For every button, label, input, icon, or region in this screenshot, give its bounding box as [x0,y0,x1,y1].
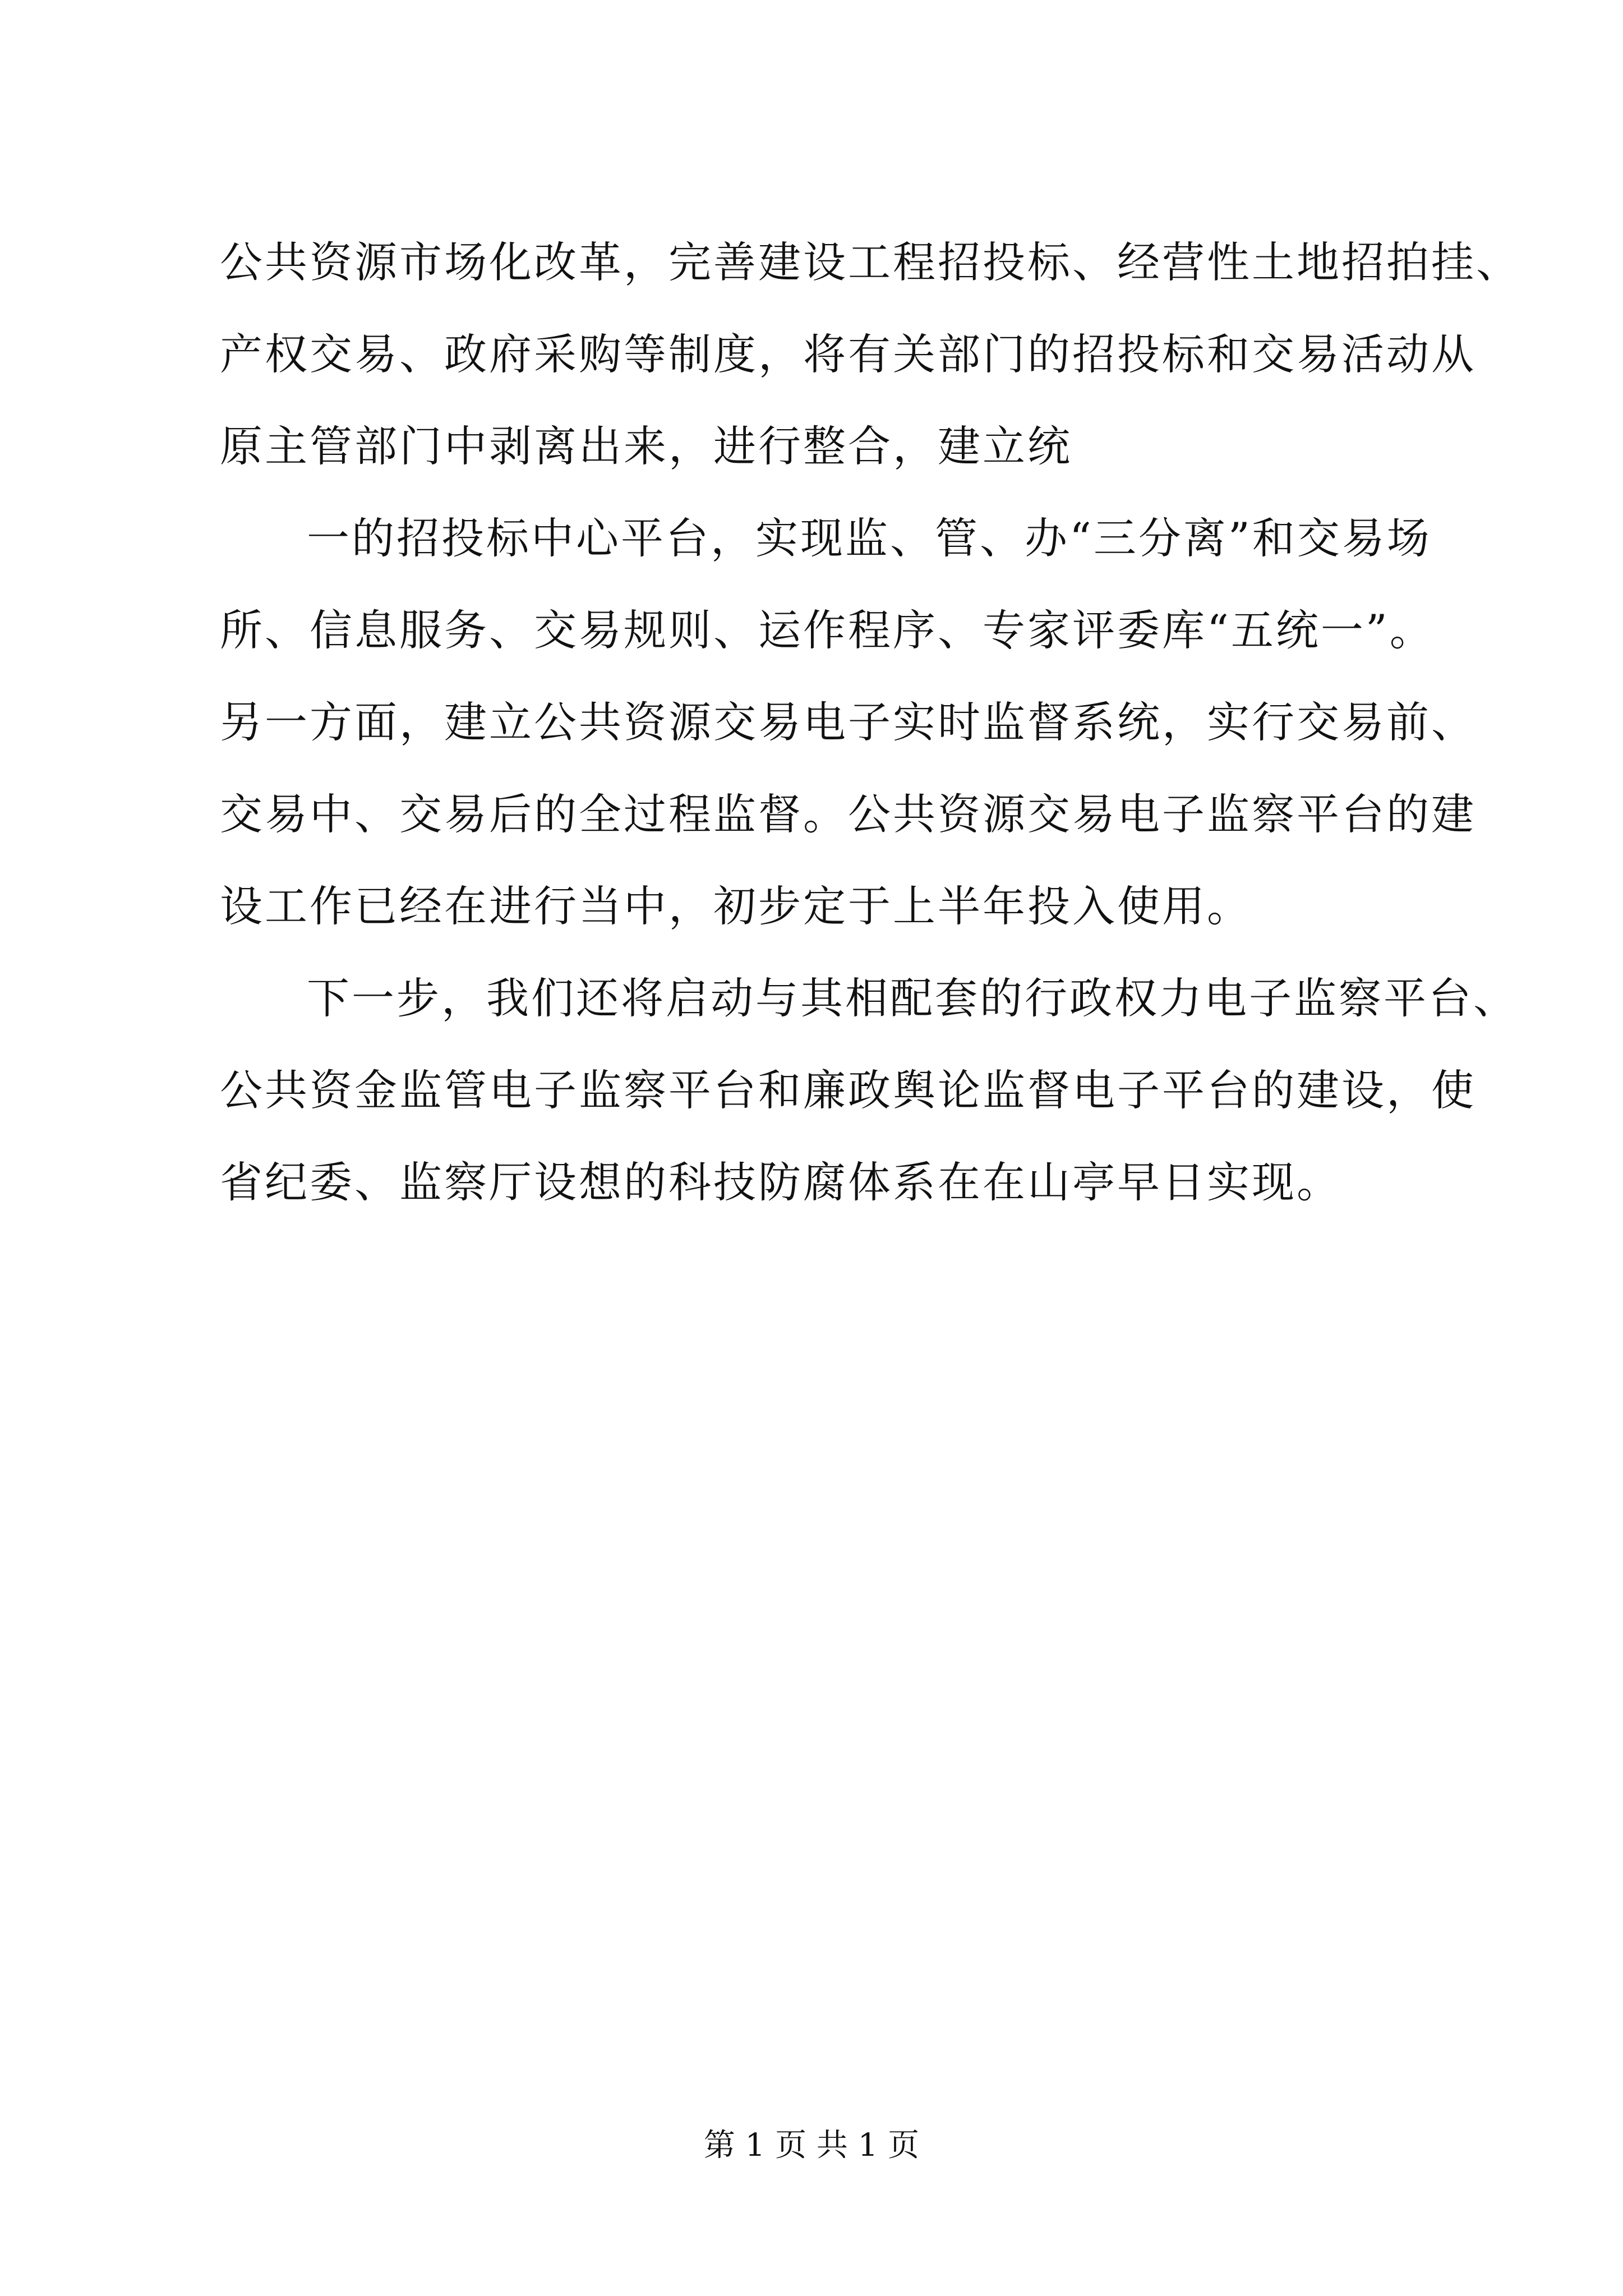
document-body [220,237,1521,1253]
text-line: 下一步，我们还将启动与其相配套的行政权力电子监察平台、 [307,973,1518,1023]
text-line: 一的招投标中心平台，实现监、管、办“三分离”和交易场 [307,513,1432,563]
text-line: 省纪委、监察厅设想的科技防腐体系在在山亭早日实现。 [220,1157,1341,1207]
text-line: 所、信息服务、交易规则、运作程序、专家评委库“五统一”。 [220,605,1435,655]
text-line: 另一方面，建立公共资源交易电子实时监督系统，实行交易前、 [220,697,1476,747]
text-line: 设工作已经在进行当中，初步定于上半年投入使用。 [220,881,1252,931]
text-line: 公共资金监管电子监察平台和廉政舆论监督电子平台的建设，使 [220,1065,1476,1115]
text-line: 交易中、交易后的全过程监督。公共资源交易电子监察平台的建 [220,789,1476,839]
text-line: 产权交易、政府采购等制度，将有关部门的招投标和交易活动从 [220,329,1476,379]
text-line: 原主管部门中剥离出来，进行整合，建立统 [220,421,1072,471]
text-line: 公共资源市场化改革，完善建设工程招投标、经营性土地招拍挂、 [220,237,1521,287]
page-footer: 第 1 页 共 1 页 [703,2127,920,2164]
